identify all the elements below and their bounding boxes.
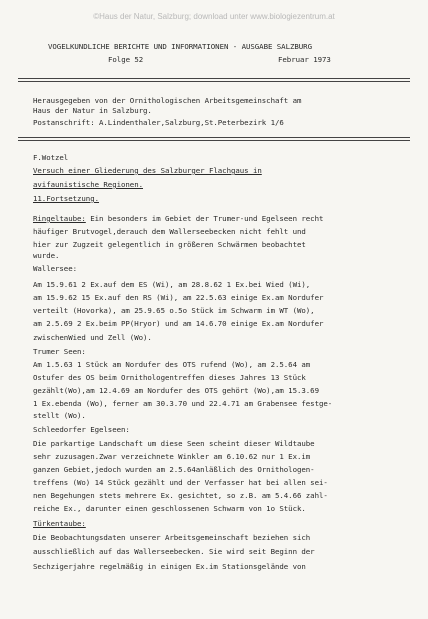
article-part: 11.Fortsetzung.: [33, 194, 99, 203]
body-line: Am 15.9.61 2 Ex.auf dem ES (Wi), am 28.8.62 1 Ex.bei Wied (Wi),: [33, 280, 311, 289]
postal-address: Postanschrift: A.Lindenthaler,Salzburg,St.Peterbezirk 1/6: [33, 118, 284, 127]
publisher-line-2: Haus der Natur in Salzburg.: [33, 106, 152, 115]
body-line: verteilt (Hovorka), am 25.9.65 o.5o Stück im Schwarm im WT (Wo),: [33, 306, 315, 315]
body-line: zwischenWied und Zell (Wo).: [33, 333, 152, 342]
species-heading: Ringeltaube:: [33, 214, 86, 223]
body-line: gezählt(Wo),am 12.4.69 am Nordufer des OTS gehört (Wo),am 15.3.69: [33, 386, 319, 395]
body-line: hier zur Zugzeit gelegentlich in größeren Schwärmen beobachtet: [33, 240, 306, 249]
body-line: stellt (Wo).: [33, 411, 86, 420]
article-author: F.Wotzel: [33, 153, 69, 162]
body-line: Am 1.5.63 1 Stück am Nordufer des OTS rufend (Wo), am 2.5.64 am: [33, 360, 311, 369]
divider: [18, 78, 410, 82]
body-line: nen Begehungen stets mehrere Ex. gesichtet, so z.B. am 5.4.66 zahl-: [33, 491, 328, 500]
watermark: ©Haus der Natur, Salzburg; download unter www.biologiezentrum.at: [93, 12, 335, 21]
body-line: Ostufer des OS beim Ornithologentreffen dieses Jahres 13 Stück: [33, 373, 306, 382]
issue-date: Februar 1973: [278, 55, 331, 64]
body-line: wurde.: [33, 251, 60, 260]
body-line: ganzen Gebiet,jedoch wurden am 2.5.64anläßlich des Ornithologen-: [33, 465, 315, 474]
body-line: Wallersee:: [33, 264, 77, 273]
publisher-line-1: Herausgegeben von der Ornithologischen Arbeitsgemeinschaft am: [33, 96, 302, 105]
body-line: am 15.9.62 15 Ex.auf den RS (Wi), am 22.5.63 einige Ex.am Nordufer: [33, 293, 324, 302]
body-line: Trumer Seen:: [33, 347, 86, 356]
body-line: Türkentaube:: [33, 519, 86, 528]
body-line: Die parkartige Landschaft um diese Seen scheint dieser Wildtaube: [33, 439, 315, 448]
issue-number: Folge 52: [108, 55, 144, 64]
body-line: ausschließlich auf das Wallerseebecken. Sie wird seit Beginn der: [33, 547, 315, 556]
body-line: am 2.5.69 2 Ex.beim PP(Hryor) und am 14.6.70 einige Ex.am Nordufer: [33, 319, 324, 328]
article-title-line-2: avifaunistische Regionen.: [33, 180, 143, 189]
body-line: Ringeltaube: Ein besonders im Gebiet der Trumer-und Egelseen recht: [33, 214, 324, 223]
body-line: 1 Ex.ebenda (Wo), ferner am 30.3.70 und 22.4.71 am Grabensee festge-: [33, 399, 333, 408]
body-line: treffens (Wo) 14 Stück gezählt und der Verfasser hat bei allen sei-: [33, 478, 328, 487]
body-line: sehr zuzusagen.Zwar verzeichnete Winkler am 6.10.62 nur 1 Ex.im: [33, 452, 311, 461]
body-line: häufiger Brutvogel,derauch dem Wallerseebecken nicht fehlt und: [33, 227, 306, 236]
body-line: Schleedorfer Egelseen:: [33, 425, 130, 434]
divider: [18, 137, 410, 141]
body-line: Die Beobachtungsdaten unserer Arbeitsgemeinschaft beziehen sich: [33, 533, 311, 542]
body-line: Sechzigerjahre regelmäßig in einigen Ex.im Stationsgelände von: [33, 562, 306, 571]
article-title-line-1: Versuch einer Gliederung des Salzburger Flachgaus in: [33, 166, 262, 175]
masthead-title: VOGELKUNDLICHE BERICHTE UND INFORMATIONEN - AUSGABE SALZBURG: [48, 42, 312, 51]
body-line: reiche Ex., darunter einen geschlossenen Schwarm von 1o Stück.: [33, 504, 306, 513]
